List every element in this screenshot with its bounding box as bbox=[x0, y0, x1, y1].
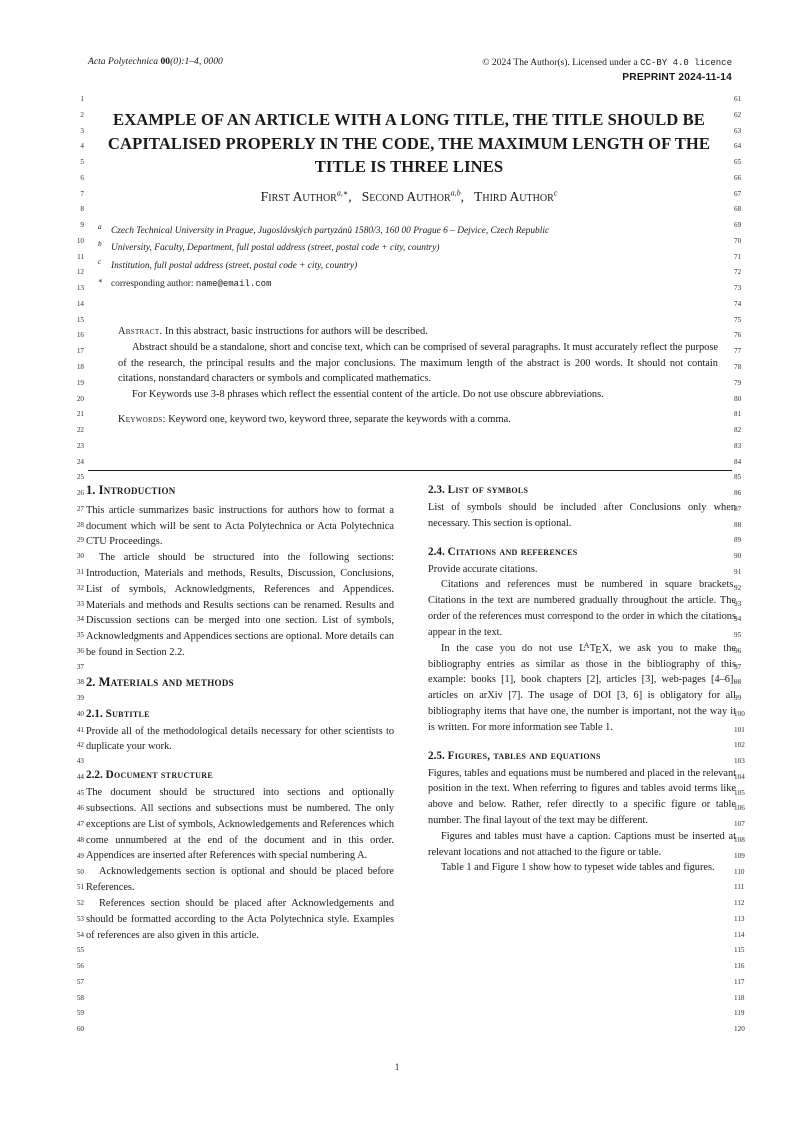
affiliation-text: Czech Technical University in Prague, Jugoslávských partyzánů 1580/3, 160 00 Prague 6 – Dejvice, Czech Republic bbox=[111, 226, 550, 236]
subsection-title: Figures, tables and equations bbox=[447, 749, 601, 762]
line-number: 48 bbox=[76, 835, 84, 844]
line-number: 6 bbox=[80, 173, 84, 182]
line-number: 84 bbox=[734, 457, 742, 466]
line-number: 14 bbox=[76, 299, 84, 308]
subsection-heading-document-structure bbox=[86, 768, 394, 782]
line-number: 69 bbox=[734, 221, 742, 230]
paragraph: This article summarizes basic instructions for authors how to format a document which will be sent to Acta Polytechnica or Acta Polytechnica CTU Proceedings. bbox=[86, 504, 394, 548]
line-number: 109 bbox=[734, 851, 745, 860]
line-number: 26 bbox=[76, 489, 84, 498]
line-number: 3 bbox=[80, 126, 84, 135]
paragraph: The article should be structured into the following sections: Introduction, Materials and methods, Results, Discussion, Conclusions, List of symbols, Acknowledgments, References and Appendices. Materials and methods and Results sections can be renamed. Results and Discussion sections can be merged into one section. List of symbols, Acknowledgments and Appendices sections are optional. More details can be found in Section 2.2. bbox=[86, 552, 394, 659]
corresponding-author-item bbox=[98, 277, 718, 292]
line-number: 56 bbox=[76, 962, 84, 971]
author-given-initial: F bbox=[260, 189, 269, 204]
line-number: 54 bbox=[76, 930, 84, 939]
paragraph-with-latex-logo bbox=[428, 641, 736, 736]
author-family-initial: A bbox=[406, 189, 417, 204]
journal-issue-pages: (0):1–4, 0000 bbox=[170, 56, 223, 67]
corresponding-author-email[interactable]: name@email.com bbox=[195, 279, 272, 290]
author-given-rest: hird bbox=[482, 189, 507, 204]
line-number: 112 bbox=[734, 899, 745, 908]
line-number: 9 bbox=[80, 221, 84, 230]
line-number: 7 bbox=[80, 189, 84, 198]
spacer bbox=[428, 736, 736, 749]
line-number: 79 bbox=[734, 378, 742, 387]
line-number: 70 bbox=[734, 236, 742, 245]
line-number: 18 bbox=[76, 363, 84, 372]
line-number-gutter-left bbox=[58, 92, 84, 1038]
line-number: 87 bbox=[734, 504, 742, 513]
line-number: 115 bbox=[734, 946, 745, 955]
line-number: 81 bbox=[734, 410, 742, 419]
line-number: 78 bbox=[734, 363, 742, 372]
line-number: 105 bbox=[734, 788, 745, 797]
section-number: 2. bbox=[86, 674, 99, 689]
abstract-paragraph: Abstract should be a standalone, short and concise text, which can be comprised of several paragraphs. It must accurately reflect the purpose of the research, the principal results and the major conclusions. The maximum length of the abstract is 200 words. It should not contain citations, nonstandard characters or symbols and complicated mathematics. bbox=[118, 341, 718, 385]
line-number: 88 bbox=[734, 520, 742, 529]
line-number: 63 bbox=[734, 126, 742, 135]
line-number: 19 bbox=[76, 378, 84, 387]
line-number: 102 bbox=[734, 741, 745, 750]
line-number: 13 bbox=[76, 284, 84, 293]
line-number: 36 bbox=[76, 646, 84, 655]
line-number: 24 bbox=[76, 457, 84, 466]
line-number: 83 bbox=[734, 441, 742, 450]
author-affiliation-mark: a,∗ bbox=[336, 188, 349, 198]
author bbox=[474, 189, 557, 204]
affiliation-item bbox=[98, 259, 718, 274]
keywords-label: Keywords: bbox=[118, 414, 166, 426]
subsection-title: List of symbols bbox=[447, 484, 529, 496]
corresponding-author-mark: ∗ bbox=[98, 277, 103, 286]
line-number: 110 bbox=[734, 867, 745, 876]
journal-name: Acta Polytechnica bbox=[88, 56, 161, 67]
running-header bbox=[88, 56, 732, 90]
subsection-heading-citations-and-references bbox=[428, 545, 736, 559]
line-number: 50 bbox=[76, 867, 84, 876]
author-given-initial: T bbox=[474, 189, 483, 204]
line-number: 68 bbox=[734, 205, 742, 214]
author-family-rest: uthor bbox=[519, 189, 554, 204]
author-affiliation-mark: c bbox=[553, 188, 558, 198]
subsection-number: 2.5. bbox=[428, 749, 448, 762]
keywords-line bbox=[118, 412, 718, 428]
line-number: 104 bbox=[734, 772, 745, 781]
line-number: 93 bbox=[734, 599, 742, 608]
line-number: 15 bbox=[76, 315, 84, 324]
line-number: 66 bbox=[734, 173, 742, 182]
line-number: 53 bbox=[76, 914, 84, 923]
latex-logo: $L^ATEX$ bbox=[579, 641, 610, 656]
line-number: 45 bbox=[76, 788, 84, 797]
line-number: 20 bbox=[76, 394, 84, 403]
line-number: 96 bbox=[734, 646, 742, 655]
line-number: 1 bbox=[80, 95, 84, 103]
author-family-rest: uthor bbox=[416, 189, 451, 204]
line-number: 113 bbox=[734, 914, 745, 923]
paragraph-text-before: In the case you do not use bbox=[441, 642, 580, 654]
subsection-heading-subtitle bbox=[86, 707, 394, 721]
paragraph: Figures and tables must have a caption. Captions must be inserted at relevant locations and not attached to the figure or table. bbox=[428, 830, 736, 858]
line-number: 103 bbox=[734, 757, 745, 766]
line-number: 25 bbox=[76, 473, 84, 482]
affiliation-list bbox=[98, 224, 718, 295]
abstract-lead-text: In this abstract, basic instructions for authors will be described. bbox=[162, 326, 428, 337]
line-number: 120 bbox=[734, 1025, 745, 1034]
line-number: 22 bbox=[76, 426, 84, 435]
abstract-paragraph: For Keywords use 3-8 phrases which reflect the essential content of the article. Do not use obscure abbreviations. bbox=[132, 389, 604, 401]
line-number: 10 bbox=[76, 236, 84, 245]
journal-volume: 00 bbox=[160, 56, 171, 67]
line-number: 61 bbox=[734, 95, 742, 103]
affiliation-text: University, Faculty, Department, full postal address (street, postal code + city, country) bbox=[111, 243, 440, 254]
line-number: 32 bbox=[76, 583, 84, 592]
affiliation-item bbox=[98, 241, 718, 256]
line-number: 119 bbox=[734, 1009, 745, 1018]
line-number: 8 bbox=[80, 205, 84, 214]
line-number: 28 bbox=[76, 520, 84, 529]
paragraph-text-after: , we ask you to make the bibliography entries as similar as those in the bibliography of this example: books [1], book chapters [2], articles [3], web-pages [4–6], articles on arXiv [7]. The usage of DOI [3, 6] is obligatory for all bibliography items that have one, the number is important, not the way it is written. For more information see Table 1. bbox=[428, 642, 736, 733]
keywords-value: Keyword one, keyword two, keyword three, separate the keywords with a comma. bbox=[165, 414, 511, 426]
line-number: 89 bbox=[734, 536, 742, 545]
subsection-number: 2.1. bbox=[86, 707, 106, 720]
licence-link[interactable]: CC-BY 4.0 licence bbox=[640, 58, 732, 68]
affiliation-mark: a bbox=[98, 222, 102, 231]
paragraph: References section should be placed after Acknowledgements and should be formatted according to the Acta Polytechnica style. Examples of references are also given in this article. bbox=[86, 897, 394, 941]
line-number: 58 bbox=[76, 993, 84, 1002]
body-column-left bbox=[86, 483, 394, 943]
line-number: 33 bbox=[76, 599, 84, 608]
line-number: 65 bbox=[734, 158, 742, 167]
line-number: 31 bbox=[76, 567, 84, 576]
line-number: 60 bbox=[76, 1025, 84, 1034]
subsection-number: 2.4. bbox=[428, 545, 448, 558]
line-number: 76 bbox=[734, 331, 742, 340]
affiliation-mark: c bbox=[98, 257, 102, 266]
spacer bbox=[86, 661, 394, 675]
line-number: 74 bbox=[734, 299, 742, 308]
line-number: 30 bbox=[76, 552, 84, 561]
licence-block bbox=[482, 56, 732, 86]
line-number: 117 bbox=[734, 977, 745, 986]
line-number: 107 bbox=[734, 820, 745, 829]
spacer bbox=[428, 532, 736, 545]
paragraph: Acknowledgements section is optional and should be placed before References. bbox=[86, 866, 394, 894]
section-title: Materials and methods bbox=[98, 674, 234, 689]
line-number: 16 bbox=[76, 331, 84, 340]
line-number: 101 bbox=[734, 725, 745, 734]
line-number: 17 bbox=[76, 347, 84, 356]
line-number: 23 bbox=[76, 441, 84, 450]
abstract-lead bbox=[118, 324, 718, 340]
line-number: 37 bbox=[76, 662, 84, 671]
line-number: 77 bbox=[734, 347, 742, 356]
subsection-heading-figures-tables-equations bbox=[428, 749, 736, 763]
affiliation-item bbox=[98, 224, 718, 239]
paragraph: Provide accurate citations. bbox=[428, 563, 538, 575]
line-number: 100 bbox=[734, 709, 745, 718]
line-number: 11 bbox=[77, 252, 84, 261]
line-number: 41 bbox=[76, 725, 84, 734]
line-number: 5 bbox=[80, 158, 84, 167]
line-number: 29 bbox=[76, 536, 84, 545]
line-number: 43 bbox=[76, 757, 84, 766]
paragraph: Provide all of the methodological details necessary for other scientists to duplicate your work. bbox=[86, 725, 394, 753]
author-family-initial: A bbox=[292, 189, 303, 204]
paragraph: Table 1 and Figure 1 show how to typeset wide tables and figures. bbox=[441, 862, 715, 874]
author-family-initial: A bbox=[509, 189, 520, 204]
subsection-heading-list-of-symbols bbox=[428, 483, 736, 497]
section-title: Introduction bbox=[98, 483, 176, 497]
line-number: 108 bbox=[734, 835, 745, 844]
line-number: 59 bbox=[76, 1009, 84, 1018]
line-number: 57 bbox=[76, 977, 84, 986]
line-number: 85 bbox=[734, 473, 742, 482]
affiliation-text: Institution, full postal address (street, postal code + city, country) bbox=[111, 260, 358, 271]
line-number: 111 bbox=[734, 883, 745, 892]
paragraph: The document should be structured into sections and optionally subsections. All sections and subsections must be numbered. The only exceptions are List of symbols, Acknowledgements and References which come unnumbered at the end of the document and in this order. Appendices are inserted after References with special numbering A. bbox=[86, 787, 394, 862]
spacer bbox=[86, 695, 394, 707]
author-list: First Author$^{a,∗}$, Second Author$^{a,b}$, Third Author$^c$ bbox=[260, 188, 558, 204]
line-number: 92 bbox=[734, 583, 742, 592]
line-number: 2 bbox=[80, 110, 84, 119]
line-number: 52 bbox=[76, 899, 84, 908]
section-number: 1. bbox=[86, 483, 99, 497]
line-number: 95 bbox=[734, 631, 742, 640]
section-heading-materials-and-methods bbox=[86, 675, 394, 691]
line-number: 73 bbox=[734, 284, 742, 293]
author-given-initial: S bbox=[361, 189, 370, 204]
abstract-block bbox=[118, 324, 718, 428]
line-number: 67 bbox=[734, 189, 742, 198]
line-number: 114 bbox=[734, 930, 745, 939]
line-number: 116 bbox=[734, 962, 745, 971]
line-number: 34 bbox=[76, 615, 84, 624]
paragraph: Figures, tables and equations must be numbered and placed in the relevant position in the text. When referring to figures and tables avoid terms like above and below. Rather, refer directly to a specific figure or table number. The final layout of the text may be different. bbox=[428, 767, 736, 826]
subsection-number: 2.2. bbox=[86, 769, 106, 782]
journal-citation bbox=[88, 56, 223, 67]
line-number: 80 bbox=[734, 394, 742, 403]
corresponding-author-label: corresponding author: bbox=[111, 279, 196, 290]
author-affiliation-mark: a,b bbox=[450, 188, 461, 198]
line-number: 94 bbox=[734, 615, 742, 624]
line-number: 35 bbox=[76, 631, 84, 640]
line-number: 38 bbox=[76, 678, 84, 687]
author-given-rest: irst bbox=[268, 189, 290, 204]
line-number: 40 bbox=[76, 709, 84, 718]
line-number: 82 bbox=[734, 426, 742, 435]
line-number: 44 bbox=[76, 772, 84, 781]
line-number: 42 bbox=[76, 741, 84, 750]
header-divider bbox=[88, 470, 732, 471]
body-column-right bbox=[428, 483, 736, 876]
line-number: 98 bbox=[734, 678, 742, 687]
line-number: 106 bbox=[734, 804, 745, 813]
preprint-stamp: PREPRINT 2024-11-14 bbox=[622, 72, 732, 84]
subsection-title: Citations and references bbox=[447, 545, 578, 558]
line-number: 62 bbox=[734, 110, 742, 119]
paragraph: List of symbols should be included after Conclusions only when necessary. This section is optional. bbox=[428, 502, 736, 529]
line-number: 72 bbox=[734, 268, 742, 277]
line-number: 46 bbox=[76, 804, 84, 813]
author-given-rest: econd bbox=[369, 189, 404, 204]
line-number: 21 bbox=[76, 410, 84, 419]
line-number: 12 bbox=[76, 268, 84, 277]
line-number: 118 bbox=[734, 993, 745, 1002]
line-number: 49 bbox=[76, 851, 84, 860]
line-number: 90 bbox=[734, 552, 742, 561]
page-title: EXAMPLE OF AN ARTICLE WITH A LONG TITLE, THE TITLE SHOULD BE CAPITALISED PROPERLY IN THE CODE, THE MAXIMUM LENGTH OF THE TITLE IS THREE LINES bbox=[107, 110, 711, 177]
author bbox=[261, 189, 349, 204]
line-number: 71 bbox=[734, 252, 742, 261]
section-heading-introduction bbox=[86, 483, 394, 499]
affiliation-mark: b bbox=[98, 240, 102, 249]
line-number: 55 bbox=[76, 946, 84, 955]
subsection-number: 2.3. bbox=[428, 484, 448, 496]
page-number: 1 bbox=[394, 1062, 400, 1072]
line-number-gutter-right bbox=[734, 92, 760, 1038]
line-number: 47 bbox=[76, 820, 84, 829]
author-family-rest: uthor bbox=[302, 189, 337, 204]
line-number: 39 bbox=[76, 694, 84, 703]
copyright-text: © 2024 The Author(s). Licensed under a bbox=[482, 57, 641, 68]
subsection-title: Document structure bbox=[105, 769, 213, 782]
line-number: 86 bbox=[734, 489, 742, 498]
line-number: 99 bbox=[734, 694, 742, 703]
paragraph: Citations and references must be numbered in square brackets. Citations in the text are numbered gradually throughout the article. The order of the references must correspond to the order in which the citations appear in the text. bbox=[428, 579, 736, 638]
line-number: 4 bbox=[80, 142, 84, 151]
line-number: 75 bbox=[734, 315, 742, 324]
abstract-label: Abstract. bbox=[118, 326, 163, 337]
line-number: 64 bbox=[734, 142, 742, 151]
line-number: 97 bbox=[734, 662, 742, 671]
spacer bbox=[86, 755, 394, 768]
subsection-title: Subtitle bbox=[105, 707, 150, 720]
line-number: 51 bbox=[76, 883, 84, 892]
line-number: 27 bbox=[76, 504, 84, 513]
author bbox=[362, 189, 461, 204]
line-number: 91 bbox=[734, 567, 742, 576]
